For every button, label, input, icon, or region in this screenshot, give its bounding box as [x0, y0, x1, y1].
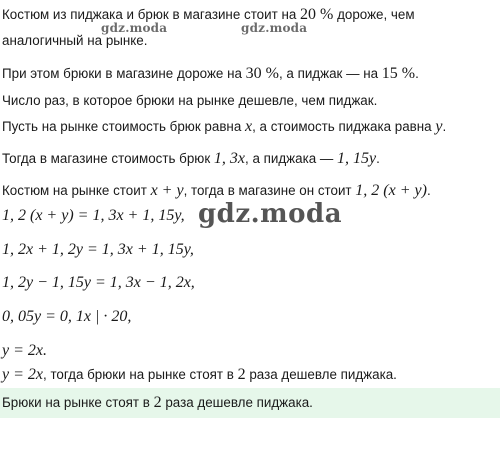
equation-3: 1, 2y − 1, 15y = 1, 3x − 1, 2x, — [2, 274, 195, 291]
text: аналогичный на рынке. — [2, 33, 148, 48]
watermark-large: gdz.moda — [198, 199, 343, 229]
watermark-small-2: gdz.moda — [241, 21, 308, 35]
solution-line-1 — [2, 118, 446, 135]
math: 20 % — [300, 6, 334, 23]
equation-4: 0, 05y = 0, 1x | · 20, — [2, 308, 132, 325]
math: 1, 15y — [337, 150, 377, 167]
question-line — [2, 92, 377, 109]
answer-text — [2, 394, 313, 411]
text: . — [376, 151, 380, 166]
text: . — [415, 66, 419, 81]
text: Костюм на рынке стоит — [2, 183, 151, 198]
answer-box — [0, 388, 500, 418]
math: 2 — [237, 366, 246, 383]
solution-line-3 — [2, 182, 431, 199]
math: 2 — [153, 394, 162, 411]
text: раза дешевле пиджака. — [245, 367, 397, 382]
text: При этом брюки в магазине дороже на — [2, 66, 246, 81]
text: дороже, чем — [333, 7, 415, 22]
conclusion-line — [2, 366, 397, 383]
solution-line-2 — [2, 150, 380, 167]
problem-text-line-1 — [2, 6, 415, 23]
text: Брюки на рынке стоят в — [2, 395, 154, 410]
math: y = 2x — [2, 366, 43, 383]
text: раза дешевле пиджака. — [161, 395, 313, 410]
equation-1: 1, 2 (x + y) = 1, 3x + 1, 15y, — [2, 207, 185, 224]
math: x + y — [150, 182, 184, 199]
condition-line — [2, 65, 419, 82]
text: , а пиджака — — [245, 151, 338, 166]
text: , тогда в магазине он стоит — [183, 183, 356, 198]
math: x — [245, 118, 253, 135]
text: , тогда брюки на рынке стоят в — [43, 367, 238, 382]
math: 1, 3x — [213, 150, 246, 167]
equation-5: y = 2x. — [2, 342, 47, 359]
text: Костюм из пиджака и брюк в магазине стоит на — [2, 7, 301, 22]
math: 30 % — [245, 65, 279, 82]
text: . — [442, 119, 447, 134]
math: 15 % — [381, 65, 416, 82]
text: , а пиджак — на — [278, 66, 382, 81]
text: Тогда в магазине стоимость брюк — [2, 151, 214, 166]
text: Число раз, в которое брюки на рынке дешевле, чем пиджак. — [2, 93, 378, 108]
text: . — [426, 183, 431, 198]
math: 1, 2 (x + y) — [355, 182, 427, 199]
watermark-small-1: gdz.moda — [101, 21, 168, 35]
math: y — [435, 118, 443, 135]
text: , а стоимость пиджака равна — [252, 119, 436, 134]
equation-2: 1, 2x + 1, 2y = 1, 3x + 1, 15y, — [2, 241, 194, 258]
text: Пусть на рынке стоимость брюк равна — [2, 119, 245, 134]
